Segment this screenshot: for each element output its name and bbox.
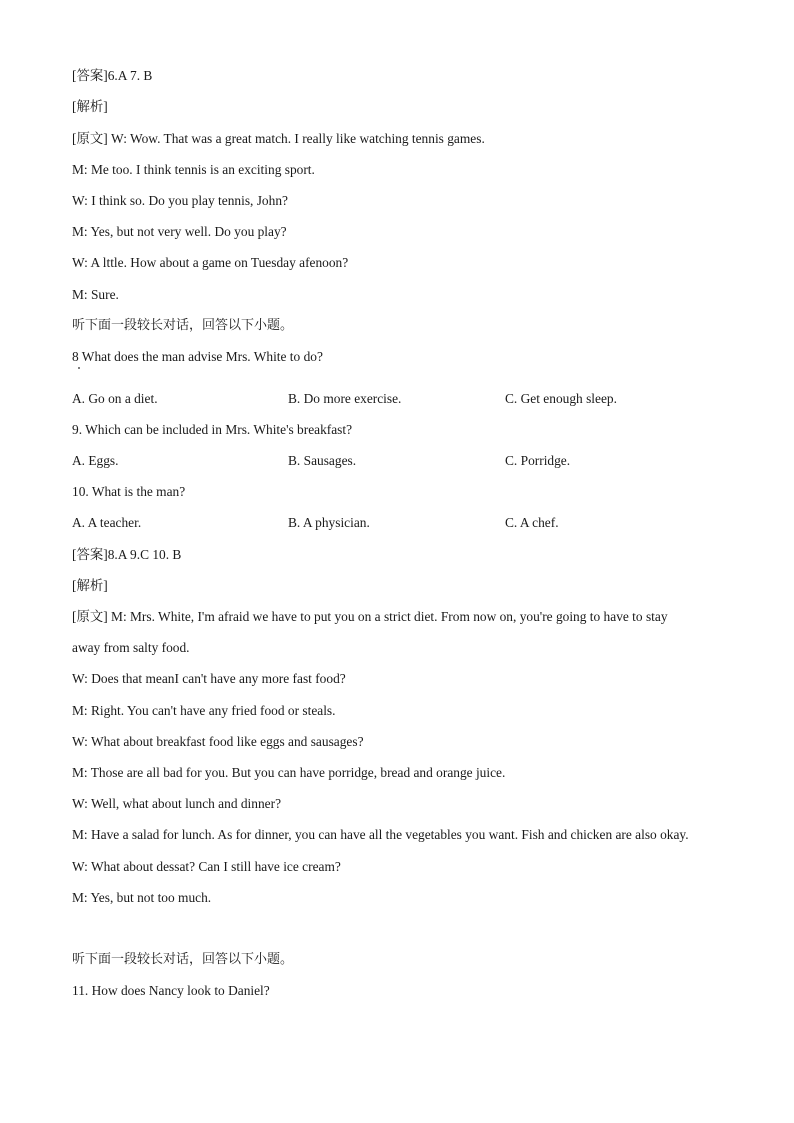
transcript-line: away from salty food. [72, 640, 190, 655]
question-8-option-b: B. Do more exercise. [288, 391, 402, 406]
question-9-stem: 9. Which can be included in Mrs. White's breakfast? [72, 422, 353, 437]
transcript-line: M: Me too. I think tennis is an exciting sport. [72, 162, 315, 177]
transcript-line: M: Sure. [72, 287, 119, 302]
analysis-label-1: [解析] [72, 99, 108, 114]
stray-mark [78, 367, 80, 369]
transcript-line: M: Have a salad for lunch. As for dinner, you can have all the vegetables you want. Fish and chicken are also okay. [72, 827, 689, 842]
question-8-stem: 8 What does the man advise Mrs. White to do? [72, 349, 323, 364]
question-10-option-a: A. A teacher. [72, 515, 142, 530]
question-9-option-c: C. Porridge. [505, 453, 571, 468]
transcript-line: W: I think so. Do you play tennis, John? [72, 193, 288, 208]
transcript-line: M: Yes, but not too much. [72, 890, 212, 905]
transcript-line: W: A lttle. How about a game on Tuesday afenoon? [72, 255, 349, 270]
question-9-option-b: B. Sausages. [288, 453, 357, 468]
question-10-option-b: B. A physician. [288, 515, 370, 530]
transcript-line: W: Does that meanI can't have any more fast food? [72, 671, 346, 686]
question-8-option-a: A. Go on a diet. [72, 391, 158, 406]
transcript-line: M: Right. You can't have any fried food or steals. [72, 703, 336, 718]
transcript-line: W: Well, what about lunch and dinner? [72, 796, 282, 811]
transcript-line: W: What about dessat? Can I still have ice cream? [72, 859, 341, 874]
question-8-option-c: C. Get enough sleep. [505, 391, 617, 406]
analysis-label-2: [解析] [72, 578, 108, 593]
instruction-2: 听下面一段较长对话，回答以下小题。 [72, 952, 294, 967]
transcript-line: W: What about breakfast food like eggs and sausages? [72, 734, 364, 749]
instruction-1: 听下面一段较长对话，回答以下小题。 [72, 318, 294, 333]
transcript-line: M: Those are all bad for you. But you can have porridge, bread and orange juice. [72, 765, 506, 780]
transcript-line: [原文] M: Mrs. White, I'm afraid we have to put you on a strict diet. From now on, you're going to have to stay [72, 609, 668, 624]
question-10-option-c: C. A chef. [505, 515, 559, 530]
answer-2: [答案]8.A 9.C 10. B [72, 547, 182, 562]
transcript-line: M: Yes, but not very well. Do you play? [72, 224, 287, 239]
question-10-stem: 10. What is the man? [72, 484, 186, 499]
answer-1: [答案]6.A 7. B [72, 68, 153, 83]
transcript-line: [原文] W: Wow. That was a great match. I really like watching tennis games. [72, 131, 485, 146]
question-9-option-a: A. Eggs. [72, 453, 119, 468]
question-11-stem: 11. How does Nancy look to Daniel? [72, 983, 270, 998]
